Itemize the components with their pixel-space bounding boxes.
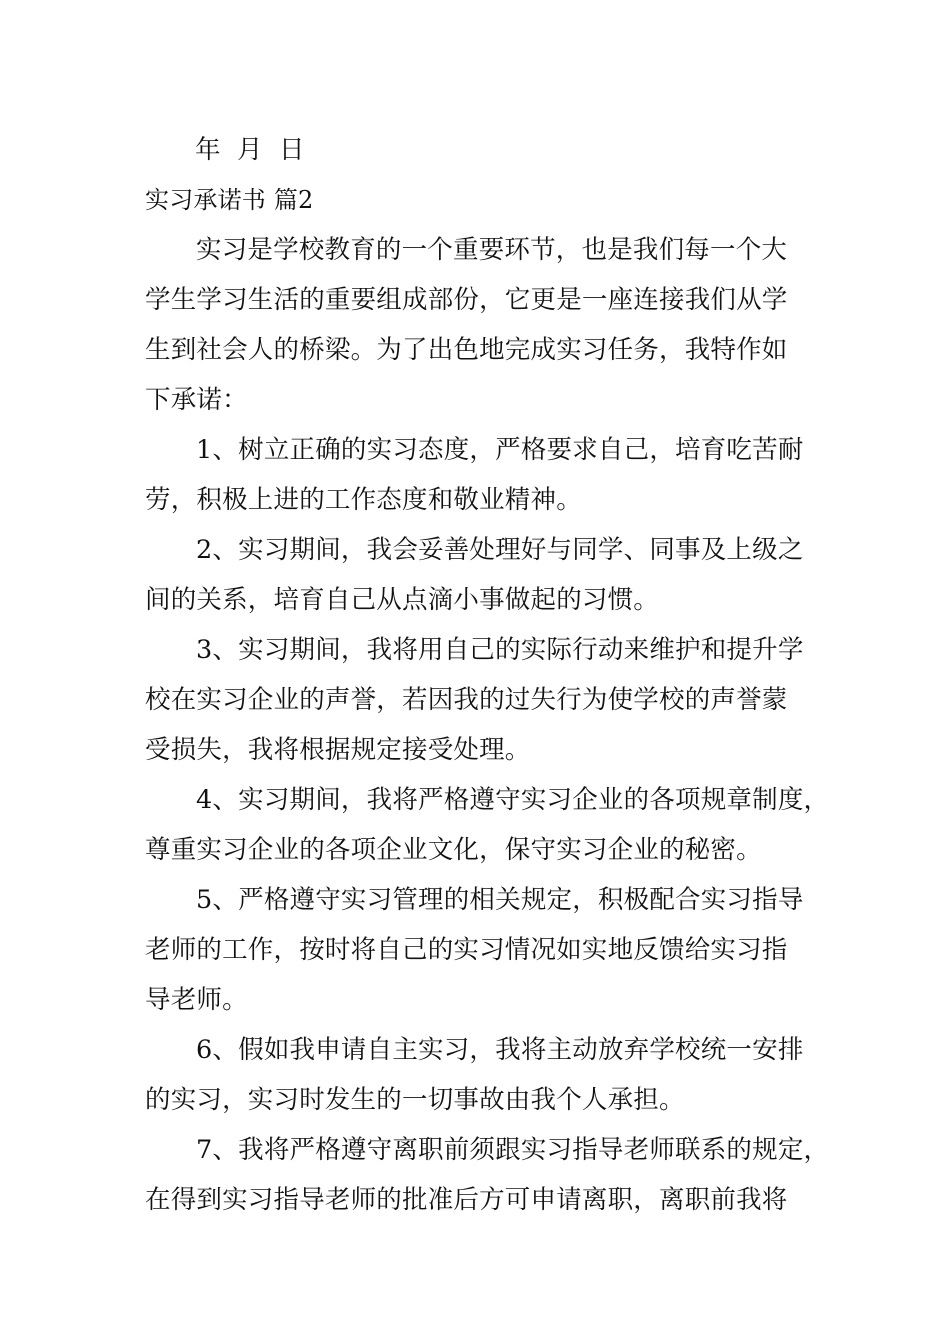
paragraph-line: 的实习，实习时发生的一切事故由我个人承担。 bbox=[145, 1085, 685, 1115]
paragraph-line: 在得到实习指导老师的批准后方可申请离职，离职前我将 bbox=[145, 1185, 788, 1215]
paragraph-line: 下承诺： bbox=[145, 385, 248, 415]
paragraph-line: 3、实习期间，我将用自己的实际行动来维护和提升学 bbox=[196, 635, 804, 665]
paragraph-line: 校在实习企业的声誉，若因我的过失行为使学校的声誉蒙 bbox=[145, 685, 788, 715]
paragraph-line: 受损失，我将根据规定接受处理。 bbox=[145, 735, 531, 765]
paragraph-line: 2、实习期间，我会妥善处理好与同学、同事及上级之 bbox=[196, 535, 804, 565]
paragraph-line: 1、树立正确的实习态度，严格要求自己，培育吃苦耐 bbox=[196, 435, 804, 465]
paragraph-line: 间的关系，培育自己从点滴小事做起的习惯。 bbox=[145, 585, 660, 615]
paragraph-line: 劳，积极上进的工作态度和敬业精神。 bbox=[145, 485, 582, 515]
paragraph-line: 5、严格遵守实习管理的相关规定，积极配合实习指导 bbox=[196, 885, 804, 915]
paragraph-line: 尊重实习企业的各项企业文化，保守实习企业的秘密。 bbox=[145, 835, 762, 865]
date-line: 年 月 日 bbox=[195, 135, 305, 165]
paragraph-line: 老师的工作，按时将自己的实习情况如实地反馈给实习指 bbox=[145, 935, 788, 965]
paragraph-line: 4、实习期间，我将严格遵守实习企业的各项规章制度， bbox=[196, 785, 830, 815]
paragraph-line: 生到社会人的桥梁。为了出色地完成实习任务，我特作如 bbox=[145, 335, 788, 365]
section-heading: 实习承诺书 篇2 bbox=[145, 186, 314, 214]
paragraph-line: 实习是学校教育的一个重要环节，也是我们每一个大 bbox=[196, 235, 788, 265]
paragraph-line: 导老师。 bbox=[145, 985, 248, 1015]
paragraph-line: 学生学习生活的重要组成部份，它更是一座连接我们从学 bbox=[145, 285, 788, 315]
paragraph-line: 6、假如我申请自主实习，我将主动放弃学校统一安排 bbox=[196, 1035, 804, 1065]
paragraph-line: 7、我将严格遵守离职前须跟实习指导老师联系的规定， bbox=[196, 1135, 830, 1165]
